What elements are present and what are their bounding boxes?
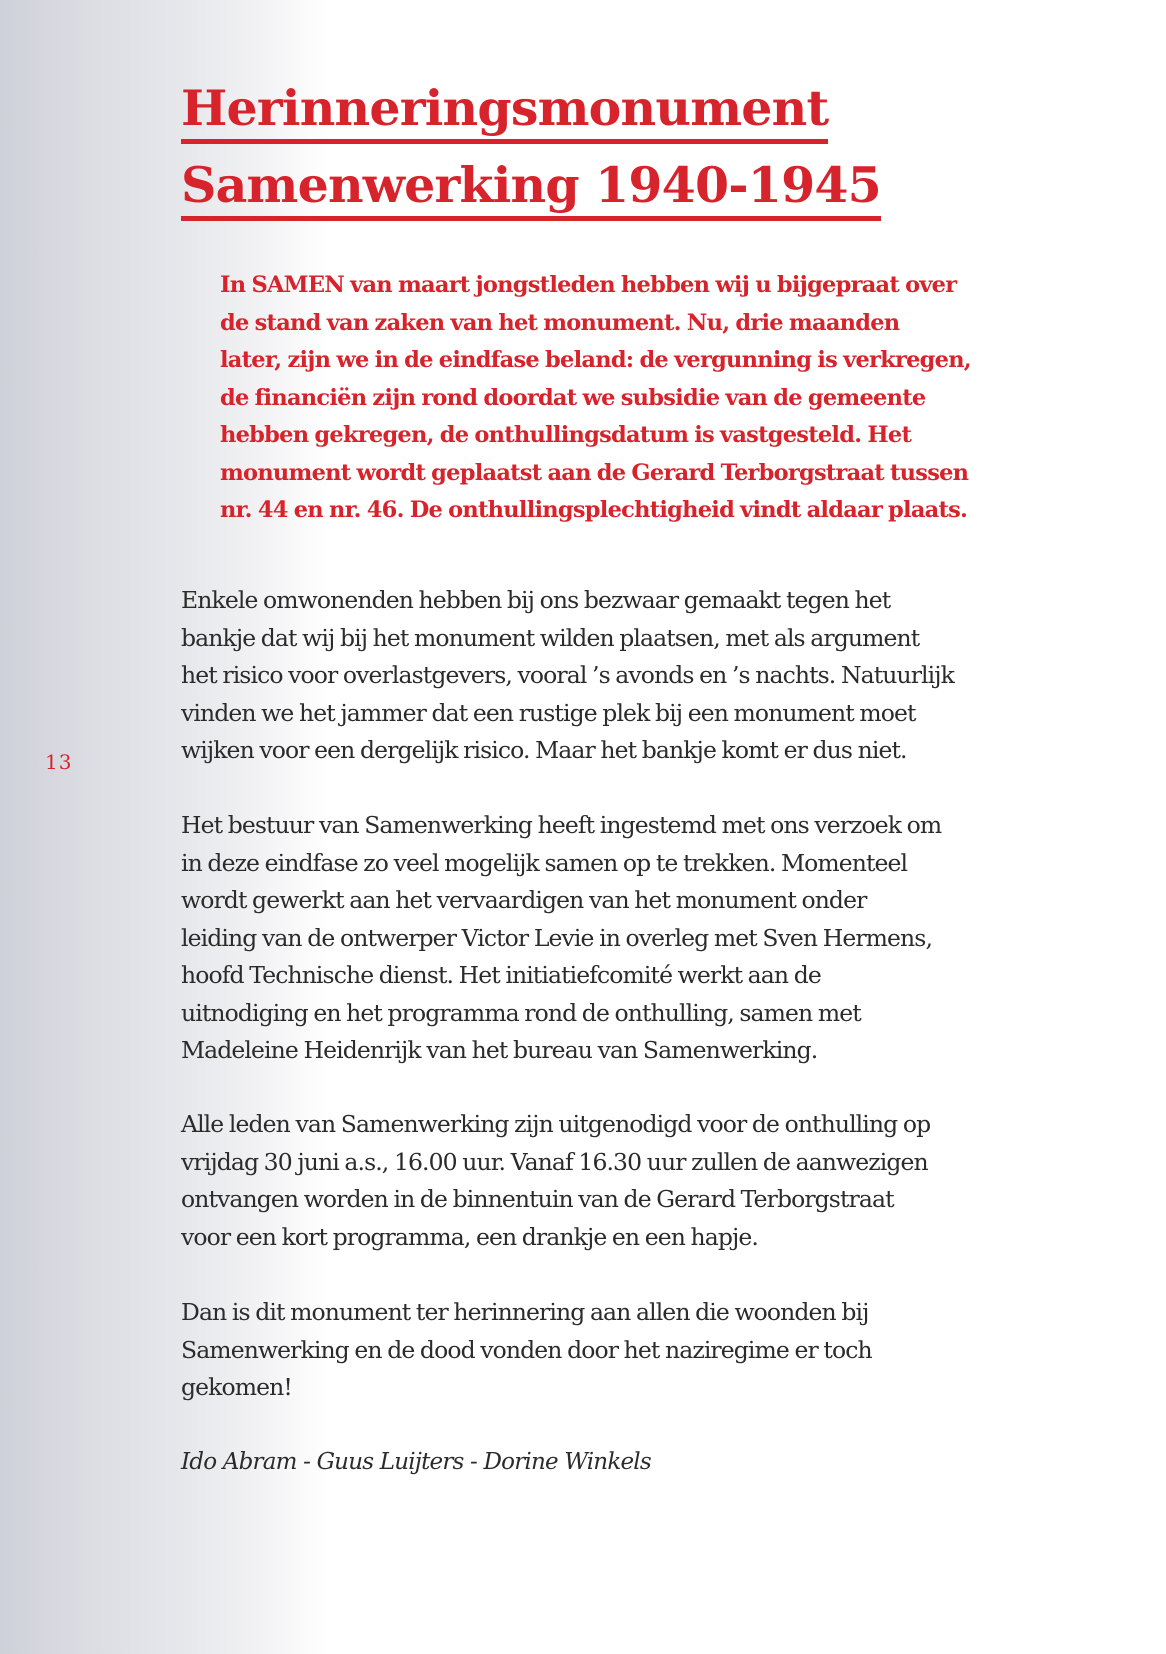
body-line: uitnodiging en het programma rond de onthulling, samen met [181,998,861,1027]
page-number: 13 [45,750,73,774]
body-line: wijken voor een dergelijk risico. Maar het bankje komt er dus niet. [181,736,907,764]
body-paragraph-bench [181,582,1061,770]
body-line: ontvangen worden in de binnentuin van de Gerard Terborgstraat [181,1185,894,1213]
body-line: vinden we het jammer dat een rustige plek bij een monument moet [181,698,916,727]
body-line: voor een kort programma, een drankje en een hapje. [181,1222,758,1251]
lead-line: monument wordt geplaatst aan de Gerard Terborgstraat tussen [220,459,969,486]
body-line: vrijdag 30 juni a.s., 16.00 uur. Vanaf 16.30 uur zullen de aanwezigen [181,1147,928,1176]
lead-line: In SAMEN van maart jongstleden hebben wij u bijgepraat over [220,272,957,298]
title-line: Herinneringsmonument [181,77,828,144]
body-line: Madeleine Heidenrijk van het bureau van Samenwerking. [181,1036,818,1064]
lead-paragraph [220,267,1060,530]
body-line: in deze eindfase zo veel mogelijk samen op te trekken. Momenteel [181,848,908,877]
body-paragraph-invitation [181,1106,1061,1256]
lead-line: hebben gekregen, de onthullingsdatum is vastgesteld. Het [220,422,912,448]
article-title [181,72,881,226]
lead-line: later, zijn we in de eindfase beland: de vergunning is verkregen, [220,347,971,373]
body-line: Het bestuur van Samenwerking heeft ingestemd met ons verzoek om [181,811,942,839]
body-line: Dan is dit monument ter herinnering aan allen die woonden bij [181,1298,869,1326]
lead-line: nr. 44 en nr. 46. De onthullingsplechtigheid vindt aldaar plaats. [220,497,968,523]
body-line: leiding van de ontwerper Victor Levie in overleg met Sven Hermens, [181,923,933,952]
body-line: bankje dat wij bij het monument wilden plaatsen, met als argument [181,623,920,652]
lead-line: de financiën zijn rond doordat we subsidie van de gemeente [220,384,926,411]
body-line: Samenwerking en de dood vonden door het naziregime er toch [181,1335,872,1364]
body-line: Alle leden van Samenwerking zijn uitgenodigd voor de onthulling op [181,1110,931,1138]
body-line: wordt gewerkt aan het vervaardigen van het monument onder [181,886,867,914]
lead-line: de stand van zaken van het monument. Nu, drie maanden [220,309,900,336]
body-line: hoofd Technische dienst. Het initiatiefcomité werkt aan de [181,961,821,989]
body-line: het risico voor overlastgevers, vooral ’s avonds en ’s nachts. Natuurlijk [181,661,955,689]
body-paragraph-closing [181,1294,1061,1407]
author-signature: Ido Abram - Guus Luijters - Dorine Winkels [181,1449,651,1475]
body-paragraph-board [181,807,1061,1070]
body-line: Enkele omwonenden hebben bij ons bezwaar gemaakt tegen het [181,586,891,614]
body-line: gekomen! [181,1373,292,1401]
title-line: Samenwerking 1940-1945 [181,154,881,221]
